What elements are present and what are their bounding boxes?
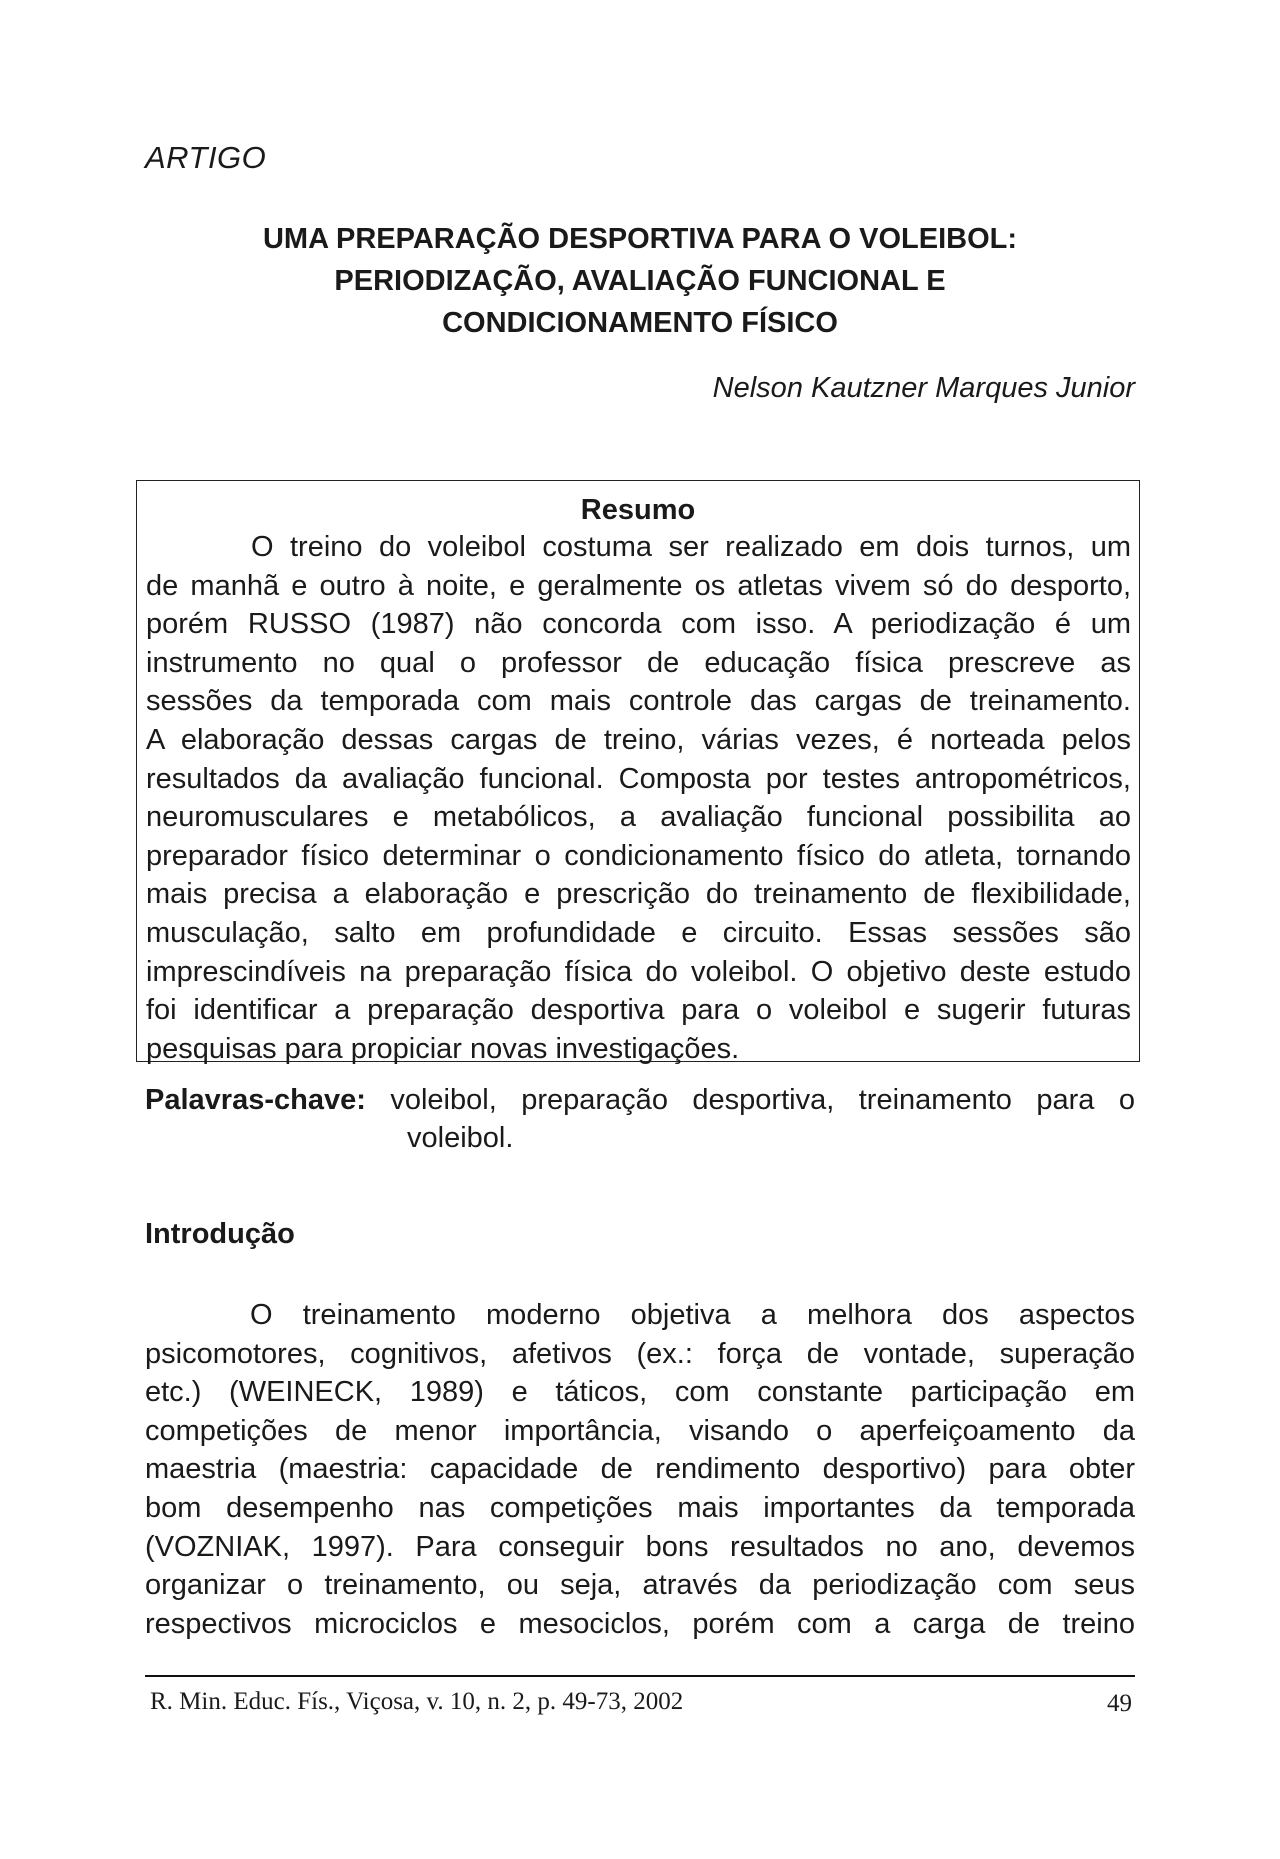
keywords bbox=[145, 1081, 1135, 1157]
abstract-line: mais precisa a elaboração e prescrição do treinamento de flexibilidade, bbox=[146, 878, 1131, 911]
title-line: PERIODIZAÇÃO, AVALIAÇÃO FUNCIONAL E bbox=[334, 265, 946, 297]
body-line: competições de menor importância, visando o aperfeiçoamento da bbox=[145, 1414, 1135, 1447]
article-title bbox=[145, 218, 1135, 344]
body-line: bom desempenho nas competições mais importantes da temporada bbox=[145, 1491, 1135, 1524]
keywords-text: voleibol, preparação desportiva, treinamento para o bbox=[390, 1084, 1135, 1116]
section-label: ARTIGO bbox=[145, 140, 267, 175]
keywords-label: Palavras-chave: bbox=[145, 1084, 366, 1116]
abstract-text bbox=[146, 528, 1131, 1068]
abstract-heading: Resumo bbox=[580, 494, 696, 526]
keywords-text-continued: voleibol. bbox=[407, 1122, 514, 1154]
body-line: etc.) (WEINECK, 1989) e táticos, com constante participação em bbox=[145, 1376, 1135, 1409]
author-name: Nelson Kautzner Marques Junior bbox=[712, 372, 1135, 404]
abstract-line: porém RUSSO (1987) não concorda com isso. A periodização é um bbox=[146, 608, 1131, 641]
body-line: psicomotores, cognitivos, afetivos (ex.: força de vontade, superação bbox=[145, 1337, 1135, 1370]
abstract-line: pesquisas para propiciar novas investigações. bbox=[146, 1032, 740, 1065]
introduction-paragraph bbox=[145, 1296, 1135, 1643]
page-number: 49 bbox=[1107, 1690, 1132, 1717]
body-line: organizar o treinamento, ou seja, através da periodização com seus bbox=[145, 1569, 1135, 1602]
abstract-line: resultados da avaliação funcional. Composta por testes antropométricos, bbox=[146, 762, 1131, 795]
body-line: respectivos microciclos e mesociclos, porém com a carga de treino bbox=[145, 1607, 1135, 1640]
abstract-line: musculação, salto em profundidade e circuito. Essas sessões são bbox=[146, 916, 1131, 949]
body-line: maestria (maestria: capacidade de rendimento desportivo) para obter bbox=[145, 1453, 1135, 1486]
body-line: O treinamento moderno objetiva a melhora dos aspectos bbox=[250, 1299, 1135, 1331]
abstract-line: instrumento no qual o professor de educação física prescreve as bbox=[146, 646, 1131, 679]
abstract-line: A elaboração dessas cargas de treino, várias vezes, é norteada pelos bbox=[146, 723, 1131, 756]
abstract-line: O treino do voleibol costuma ser realizado em dois turnos, um bbox=[251, 531, 1131, 563]
title-line: UMA PREPARAÇÃO DESPORTIVA PARA O VOLEIBOL: bbox=[262, 223, 1018, 255]
body-line: (VOZNIAK, 1997). Para conseguir bons resultados no ano, devemos bbox=[145, 1530, 1135, 1563]
abstract-line: foi identificar a preparação desportiva para o voleibol e sugerir futuras bbox=[146, 994, 1131, 1027]
footer-divider bbox=[145, 1675, 1135, 1677]
abstract-line: de manhã e outro à noite, e geralmente os atletas vivem só do desporto, bbox=[146, 569, 1131, 602]
abstract-line: sessões da temporada com mais controle das cargas de treinamento. bbox=[146, 685, 1131, 718]
abstract-line: neuromusculares e metabólicos, a avaliação funcional possibilita ao bbox=[146, 801, 1131, 834]
journal-citation: R. Min. Educ. Fís., Viçosa, v. 10, n. 2, p. 49-73, 2002 bbox=[150, 1688, 684, 1715]
abstract-line: imprescindíveis na preparação física do voleibol. O objetivo deste estudo bbox=[146, 955, 1131, 988]
abstract-line: preparador físico determinar o condicionamento físico do atleta, tornando bbox=[146, 839, 1131, 872]
title-line: CONDICIONAMENTO FÍSICO bbox=[442, 307, 838, 339]
keywords-row bbox=[145, 1081, 1135, 1119]
abstract-box bbox=[136, 480, 1140, 1065]
section-heading-introduction: Introdução bbox=[145, 1218, 295, 1250]
